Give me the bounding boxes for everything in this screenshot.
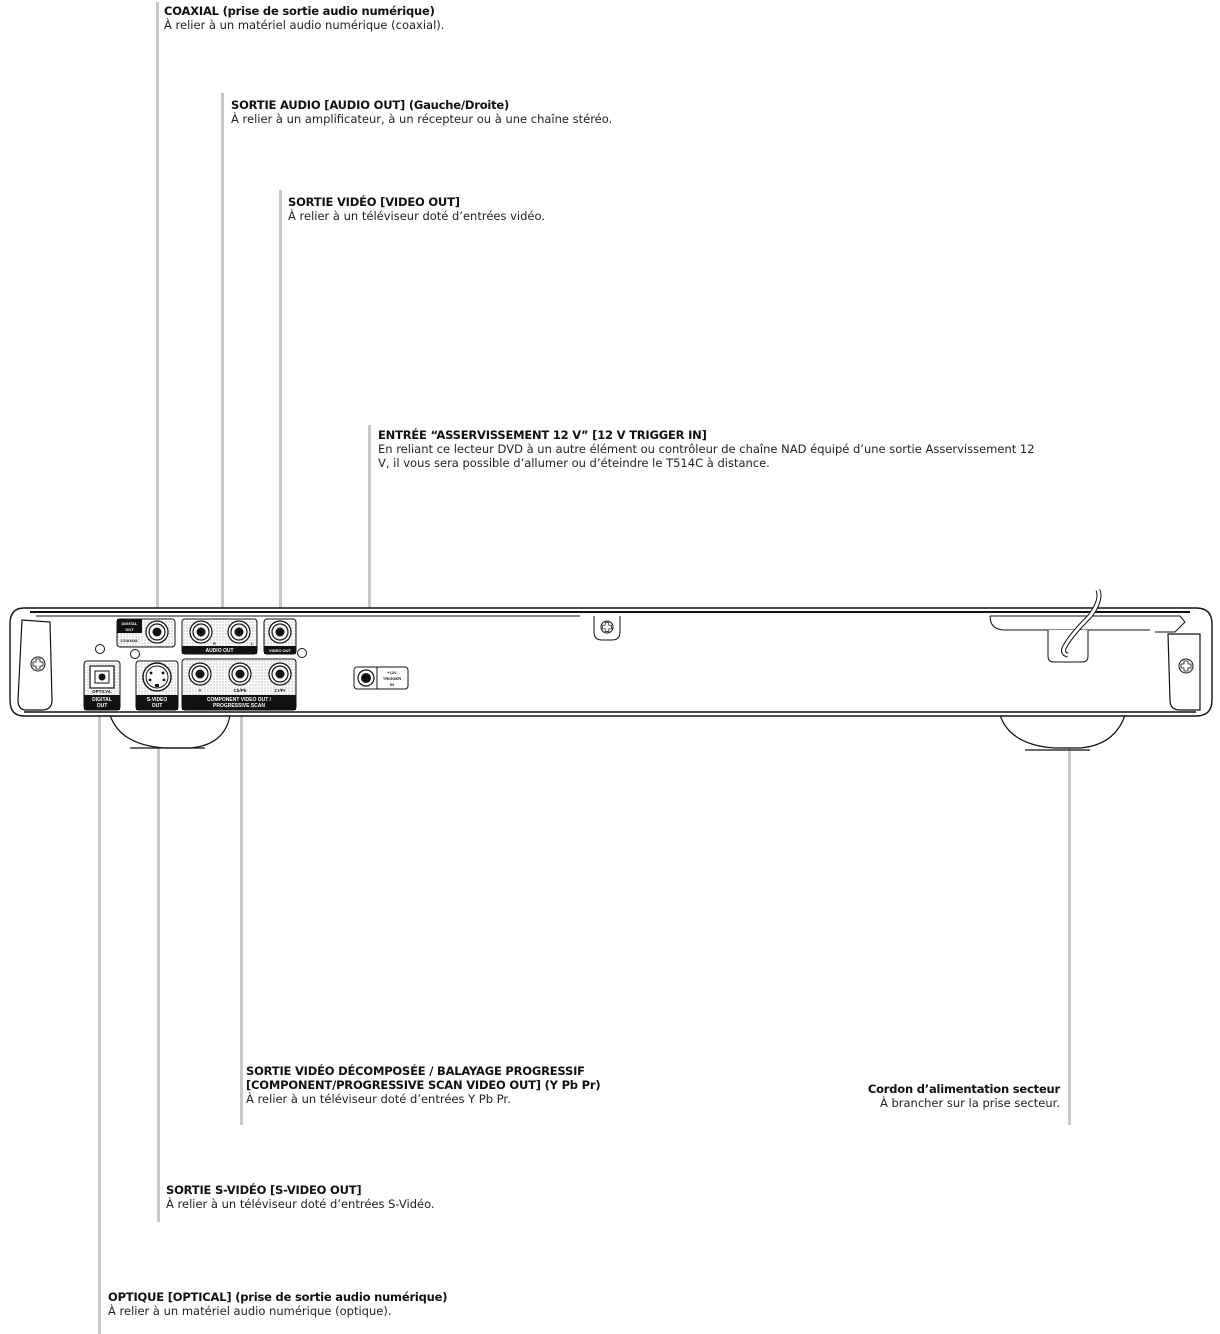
dvd-player-rear-panel	[0, 580, 1220, 780]
audio-out-jacks	[182, 619, 257, 654]
svg-text:OUT: OUT	[125, 627, 134, 632]
coaxial-jack	[117, 619, 175, 647]
svg-text:COAXIAL: COAXIAL	[120, 638, 139, 643]
svg-text:Cb/Pb: Cb/Pb	[233, 688, 247, 693]
callout-optical	[108, 1290, 447, 1318]
callout-title: COAXIAL (prise de sortie audio numérique)	[164, 4, 435, 18]
svg-text:COMPONENT VIDEO OUT /: COMPONENT VIDEO OUT /	[206, 697, 272, 703]
callout-description: À relier à un matériel audio numérique (optique).	[108, 1304, 392, 1318]
callout-description: En reliant ce lecteur DVD à un autre élément ou contrôleur de chaîne NAD équipé d’une sortie Asservissement 12	[378, 442, 1035, 456]
video-out-jack	[264, 619, 296, 654]
callout-s-video	[166, 1183, 435, 1211]
screw-icon	[1179, 659, 1193, 673]
callout-description: À relier à un amplificateur, à un récepteur ou à une chaîne stéréo.	[231, 112, 613, 126]
svg-text:OUT: OUT	[151, 703, 163, 709]
callout-title: OPTIQUE [OPTICAL] (prise de sortie audio numérique)	[108, 1290, 448, 1304]
svg-text:PROGRESSIVE SCAN: PROGRESSIVE SCAN	[213, 703, 265, 709]
callout-video-out	[288, 195, 545, 223]
callout-description: À relier à un téléviseur doté d’entrées S-Vidéo.	[166, 1197, 435, 1211]
svg-text:S-VIDEO: S-VIDEO	[146, 697, 168, 703]
foot-right	[1000, 715, 1125, 750]
callout-title: SORTIE AUDIO [AUDIO OUT] (Gauche/Droite)	[231, 98, 510, 112]
svg-text:DIGITAL: DIGITAL	[92, 697, 112, 703]
svg-text:+12V: +12V	[387, 670, 397, 675]
callout-title: ENTRÉE “ASSERVISSEMENT 12 V” [12 V TRIGGER IN]	[378, 428, 707, 442]
leader-line-coaxial	[156, 2, 159, 623]
svg-text:VIDEO OUT: VIDEO OUT	[268, 648, 292, 653]
callout-power-cord	[868, 1082, 1060, 1110]
trigger-in-jack	[354, 667, 408, 689]
callout-title: Cordon d’alimentation secteur	[867, 1082, 1060, 1096]
svg-text:AUDIO OUT: AUDIO OUT	[205, 648, 234, 654]
callout-audio-out	[231, 98, 612, 126]
svg-text:Cr/Pr: Cr/Pr	[274, 688, 286, 693]
leader-line-audio-out	[221, 93, 224, 633]
s-video-jack	[136, 661, 178, 710]
callout-title: SORTIE S-VIDÉO [S-VIDEO OUT]	[166, 1183, 362, 1197]
svg-text:TRIGGER: TRIGGER	[382, 676, 402, 681]
svg-text:Y: Y	[198, 688, 202, 693]
callout-description: À relier à un téléviseur doté d’entrées Y Pb Pr.	[246, 1092, 511, 1106]
component-video-jacks	[182, 659, 296, 710]
svg-text:OUT: OUT	[96, 703, 108, 709]
foot-left	[110, 715, 230, 748]
callout-description: À brancher sur la prise secteur.	[879, 1096, 1060, 1110]
callout-description: V, il vous sera possible d’allumer ou d’éteindre le T514C à distance.	[378, 456, 770, 470]
callout-coaxial	[164, 4, 444, 32]
leader-line-video-out	[279, 190, 282, 633]
callout-title: SORTIE VIDÉO DÉCOMPOSÉE / BALAYAGE PROGRESSIF	[246, 1064, 585, 1078]
optical-jack	[84, 661, 120, 710]
screw-icon	[601, 621, 613, 633]
callout-description: À relier à un téléviseur doté d’entrées vidéo.	[288, 209, 545, 223]
screw-icon	[31, 657, 45, 671]
callout-trigger-in	[378, 428, 1035, 470]
svg-text:DIGITAL: DIGITAL	[121, 621, 138, 626]
callout-title: [COMPONENT/PROGRESSIVE SCAN VIDEO OUT] (Y Pb Pr)	[246, 1078, 601, 1092]
svg-text:L: L	[251, 641, 254, 646]
svg-text:IN: IN	[390, 682, 394, 687]
svg-text:R: R	[213, 641, 216, 646]
callout-component-video	[246, 1064, 600, 1106]
callout-title: SORTIE VIDÉO [VIDEO OUT]	[288, 195, 460, 209]
callout-description: À relier à un matériel audio numérique (coaxial).	[164, 18, 445, 32]
svg-text:OPTICAL: OPTICAL	[92, 689, 112, 694]
